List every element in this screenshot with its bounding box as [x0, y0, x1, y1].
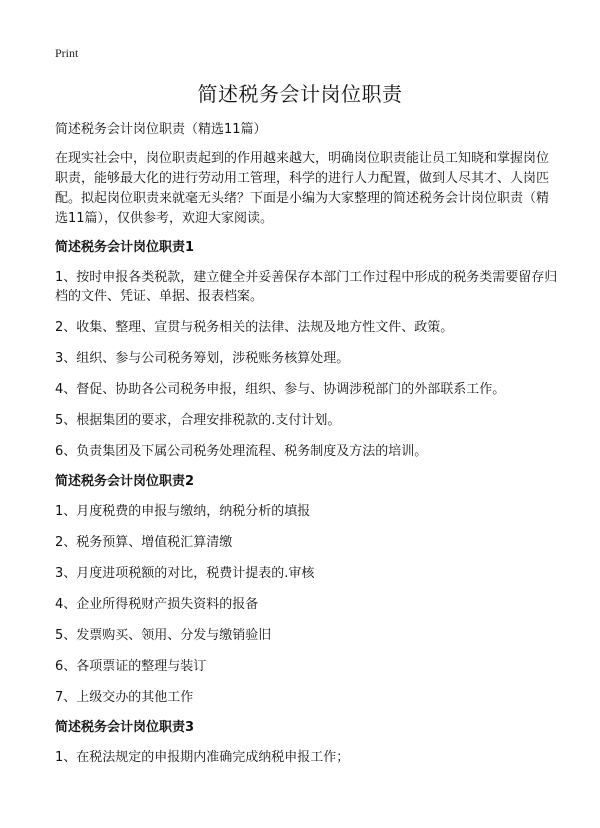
section-heading: 简述税务会计岗位职责2 [55, 474, 195, 489]
list-item: 1、月度税费的申报与缴纳，纳税分析的填报 [55, 504, 311, 519]
list-item: 4、督促、协助各公司税务申报，组织、参与、协调涉税部门的外部联系工作。 [55, 382, 506, 397]
section-heading: 简述税务会计岗位职责1 [55, 240, 195, 255]
list-item: 2、收集、整理、宣贯与税务相关的法律、法规及地方性文件、政策。 [55, 320, 454, 335]
section-2 [55, 473, 560, 707]
print-link[interactable]: Print [55, 46, 79, 60]
list-item: 4、企业所得税财产损失资料的报备 [55, 597, 259, 612]
list-item: 3、组织、参与公司税务筹划，涉税账务核算处理。 [55, 351, 350, 366]
list-item: 5、根据集团的要求，合理安排税款的.支付计划。 [55, 413, 341, 428]
list-item: 3、月度进项税额的对比，税费计提表的.审核 [55, 566, 315, 581]
document-body [55, 121, 560, 779]
list-item: 7、上级交办的其他工作 [55, 690, 194, 705]
intro-paragraph: 在现实社会中，岗位职责起到的作用越来越大，明确岗位职责能让员工知晓和掌握岗位职责，能够最大化的进行劳动用工管理，科学的进行人力配置，做到人尽其才、人岗匹配。拟起岗位职责来就毫无头绪？下面是小编为大家整理的简述税务会计岗位职责（精选11篇），仅供参考，欢迎大家阅读。 [55, 151, 550, 226]
document-subtitle: 简述税务会计岗位职责（精选11篇） [55, 122, 267, 137]
section-heading: 简述税务会计岗位职责3 [55, 720, 195, 735]
list-item: 2、税务预算、增值税汇算清缴 [55, 535, 233, 550]
list-item: 1、按时申报各类税款，建立健全并妥善保存本部门工作过程中形成的税务类需要留存归档的文件、凭证、单据、报表档案。 [55, 270, 558, 304]
section-1 [55, 239, 560, 461]
section-3 [55, 719, 560, 767]
page-title: 简述税务会计岗位职责 [197, 82, 403, 106]
list-item: 1、在税法规定的申报期内准确完成纳税申报工作； [55, 750, 350, 765]
list-item: 6、负责集团及下属公司税务处理流程、税务制度及方法的培训。 [55, 444, 428, 459]
list-item: 5、发票购买、领用、分发与缴销验旧 [55, 628, 272, 643]
list-item: 6、各项票证的整理与装订 [55, 659, 207, 674]
